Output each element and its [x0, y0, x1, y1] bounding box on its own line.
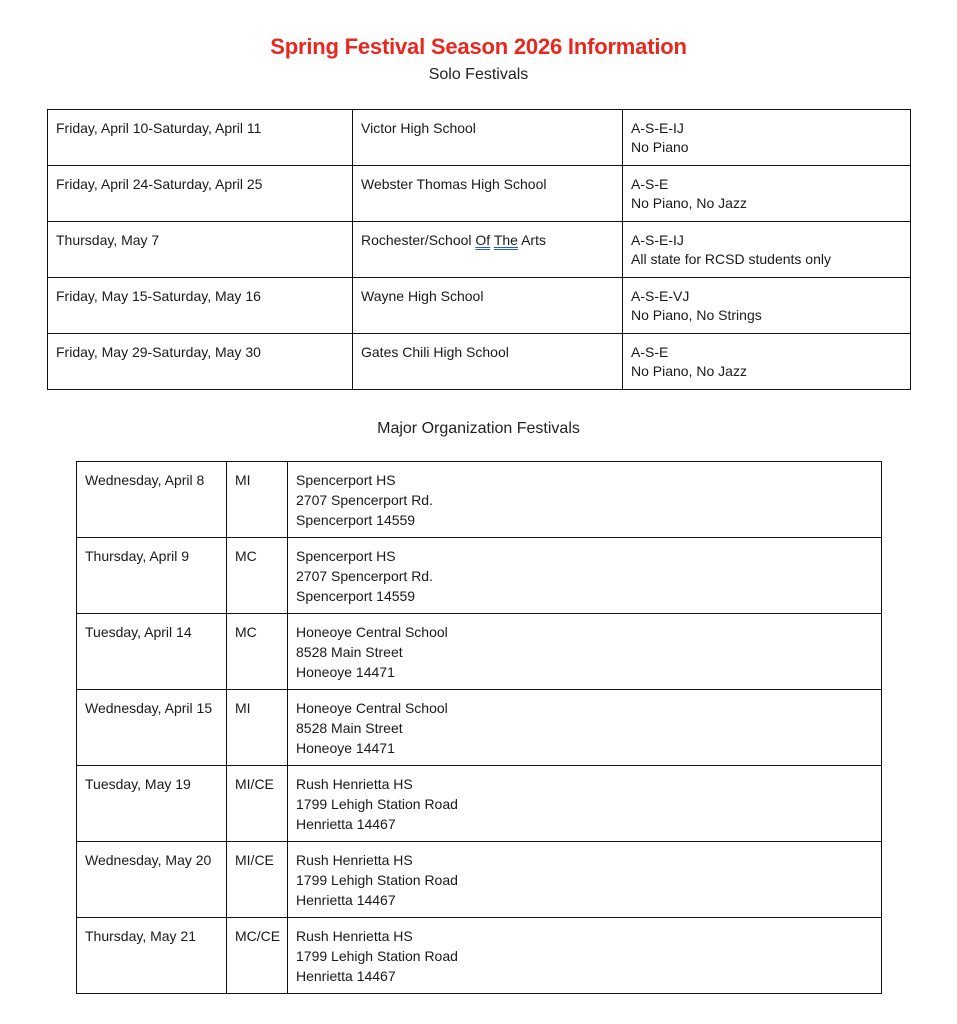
- festival-details: [623, 222, 911, 278]
- festival-address: [288, 690, 882, 766]
- festival-type: MC: [227, 538, 288, 614]
- festival-code: A-S-E-IJ: [631, 120, 684, 136]
- festival-type: MI/CE: [227, 766, 288, 842]
- festival-date: Friday, May 15-Saturday, May 16: [48, 278, 353, 334]
- venue-city: Spencerport 14559: [296, 512, 416, 528]
- festival-note: No Piano: [631, 139, 689, 155]
- venue-name: Rush Henrietta HS: [296, 928, 413, 944]
- venue-name: Spencerport HS: [296, 472, 396, 488]
- festival-date: Wednesday, April 8: [77, 462, 227, 538]
- spellcheck-flagged-word: The: [493, 232, 518, 248]
- major-festivals-table: [76, 461, 882, 994]
- festival-date: Thursday, May 7: [48, 222, 353, 278]
- venue-street: 2707 Spencerport Rd.: [296, 568, 433, 584]
- festival-address: [288, 918, 882, 994]
- venue-city: Henrietta 14467: [296, 968, 396, 984]
- venue-name: Rush Henrietta HS: [296, 852, 413, 868]
- page-title: Spring Festival Season 2026 Information: [270, 34, 687, 59]
- venue-street: 1799 Lehigh Station Road: [296, 796, 458, 812]
- festival-location: Webster Thomas High School: [353, 166, 623, 222]
- festival-code: A-S-E: [631, 344, 669, 360]
- festival-location: [353, 222, 623, 278]
- festival-date: Friday, May 29-Saturday, May 30: [48, 334, 353, 390]
- table-row: [48, 278, 911, 334]
- festival-date: Tuesday, May 19: [77, 766, 227, 842]
- festival-date: Tuesday, April 14: [77, 614, 227, 690]
- table-row: [77, 766, 882, 842]
- venue-street: 1799 Lehigh Station Road: [296, 872, 458, 888]
- table-row: [48, 110, 911, 166]
- festival-address: [288, 842, 882, 918]
- venue-city: Henrietta 14467: [296, 816, 396, 832]
- festival-details: [623, 110, 911, 166]
- festival-date: Friday, April 24-Saturday, April 25: [48, 166, 353, 222]
- table-row: [48, 334, 911, 390]
- location-text: Rochester/School: [361, 232, 476, 248]
- venue-city: Spencerport 14559: [296, 588, 416, 604]
- festival-date: Wednesday, April 15: [77, 690, 227, 766]
- festival-type: MC/CE: [227, 918, 288, 994]
- festival-date: Thursday, April 9: [77, 538, 227, 614]
- festival-code: A-S-E-IJ: [631, 232, 684, 248]
- festival-note: No Piano, No Jazz: [631, 363, 747, 379]
- festival-address: [288, 538, 882, 614]
- table-row: [48, 222, 911, 278]
- festival-location: Gates Chili High School: [353, 334, 623, 390]
- venue-name: Spencerport HS: [296, 548, 396, 564]
- festival-note: No Piano, No Strings: [631, 307, 762, 323]
- festival-details: [623, 278, 911, 334]
- venue-street: 1799 Lehigh Station Road: [296, 948, 458, 964]
- table-row: [77, 690, 882, 766]
- solo-festivals-heading: Solo Festivals: [428, 66, 529, 83]
- venue-street: 8528 Main Street: [296, 644, 403, 660]
- venue-city: Honeoye 14471: [296, 740, 395, 756]
- festival-code: A-S-E: [631, 176, 669, 192]
- festival-details: [623, 166, 911, 222]
- festival-location: Victor High School: [353, 110, 623, 166]
- festival-date: Wednesday, May 20: [77, 842, 227, 918]
- festival-address: [288, 462, 882, 538]
- venue-city: Henrietta 14467: [296, 892, 396, 908]
- table-row: [77, 462, 882, 538]
- festival-type: MC: [227, 614, 288, 690]
- venue-street: 8528 Main Street: [296, 720, 403, 736]
- festival-type: MI/CE: [227, 842, 288, 918]
- table-row: [48, 166, 911, 222]
- venue-street: 2707 Spencerport Rd.: [296, 492, 433, 508]
- festival-address: [288, 766, 882, 842]
- solo-festivals-table: [47, 109, 911, 390]
- festival-note: All state for RCSD students only: [631, 251, 831, 267]
- venue-city: Honeoye 14471: [296, 664, 395, 680]
- festival-type: MI: [227, 690, 288, 766]
- spellcheck-flagged-word: Of: [475, 232, 491, 248]
- festival-address: [288, 614, 882, 690]
- table-row: [77, 614, 882, 690]
- table-row: [77, 842, 882, 918]
- festival-code: A-S-E-VJ: [631, 288, 690, 304]
- table-row: [77, 538, 882, 614]
- festival-note: No Piano, No Jazz: [631, 195, 747, 211]
- table-row: [77, 918, 882, 994]
- major-festivals-heading: Major Organization Festivals: [377, 420, 580, 437]
- location-text: Arts: [517, 232, 546, 248]
- venue-name: Honeoye Central School: [296, 624, 448, 640]
- venue-name: Rush Henrietta HS: [296, 776, 413, 792]
- festival-details: [623, 334, 911, 390]
- festival-location: Wayne High School: [353, 278, 623, 334]
- venue-name: Honeoye Central School: [296, 700, 448, 716]
- festival-date: Thursday, May 21: [77, 918, 227, 994]
- festival-type: MI: [227, 462, 288, 538]
- festival-date: Friday, April 10-Saturday, April 11: [48, 110, 353, 166]
